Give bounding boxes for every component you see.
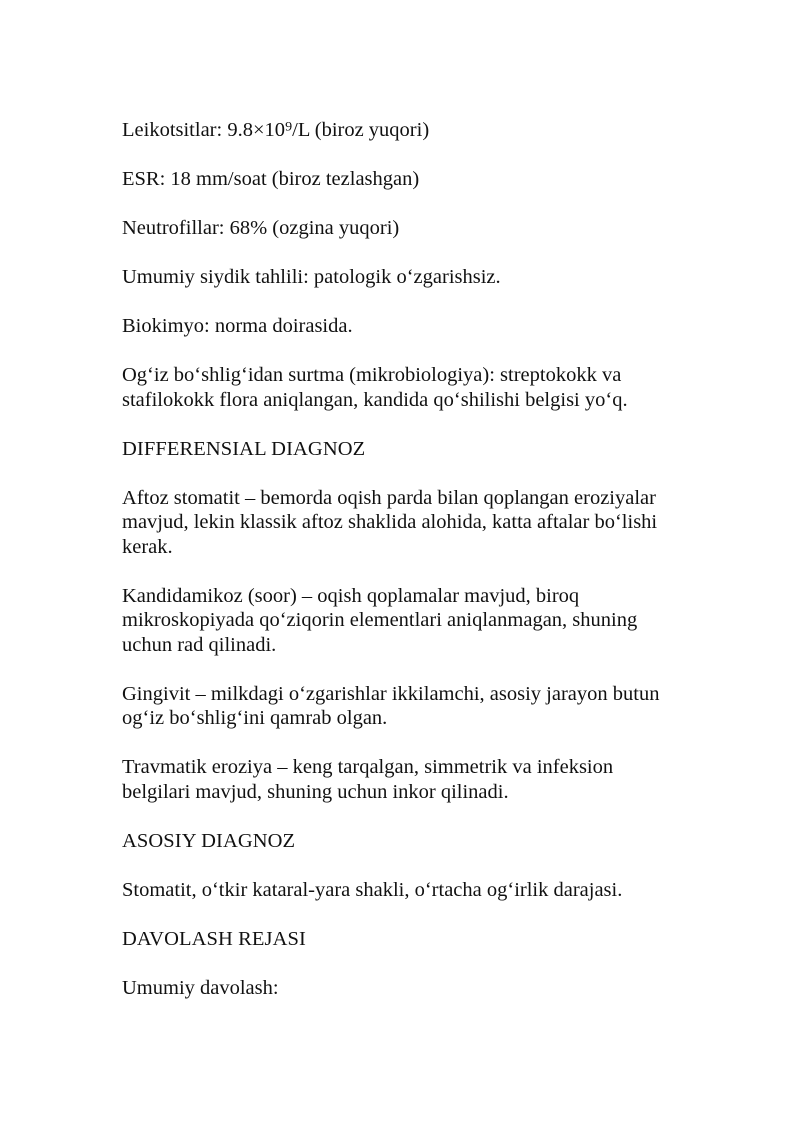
lab-neutrophils: Neutrofillar: 68% (ozgina yuqori) xyxy=(122,217,400,239)
differential-traumatic-erosion: Travmatik eroziya – keng tarqalgan, simmetrik va infeksion belgilari mavjud, shuning uchun inkor qilinadi. xyxy=(122,756,614,803)
lab-esr: ESR: 18 mm/soat (biroz tezlashgan) xyxy=(122,168,420,190)
lab-urinalysis: Umumiy siydik tahlili: patologik o‘zgarishsiz. xyxy=(122,266,501,288)
document-page xyxy=(122,118,682,1025)
differential-gingivitis: Gingivit – milkdagi o‘zgarishlar ikkilamchi, asosiy jarayon butun og‘iz bo‘shlig‘ini qamrab olgan. xyxy=(122,682,660,729)
heading-main-diagnosis: ASOSIY DIAGNOZ xyxy=(122,829,296,852)
differential-aphthous: Aftoz stomatit – bemorda oqish parda bilan qoplangan eroziyalar mavjud, lekin klassik aftoz shaklida alohida, katta aftalar bo‘lishi kerak. xyxy=(122,486,658,558)
lab-oral-swab: Og‘iz bo‘shlig‘idan surtma (mikrobiologiya): streptokokk va stafilokokk flora aniqlangan, kandida qo‘shilishi belgisi yo‘q. xyxy=(122,364,628,411)
treatment-general-label: Umumiy davolash: xyxy=(122,976,279,999)
lab-biochemistry: Biokimyo: norma doirasida. xyxy=(122,315,353,337)
lab-leukocytes: Leikotsitlar: 9.8×10⁹/L (biroz yuqori) xyxy=(122,119,430,141)
heading-treatment-plan: DAVOLASH REJASI xyxy=(122,927,306,950)
differential-candidiasis: Kandidamikoz (soor) – oqish qoplamalar mavjud, biroq mikroskopiyada qo‘ziqorin elementlari aniqlanmagan, shuning uchun rad qilinadi. xyxy=(122,584,638,656)
main-diagnosis-text: Stomatit, o‘tkir kataral-yara shakli, o‘rtacha og‘irlik darajasi. xyxy=(122,878,623,901)
heading-differential-diagnosis: DIFFERENSIAL DIAGNOZ xyxy=(122,437,366,460)
